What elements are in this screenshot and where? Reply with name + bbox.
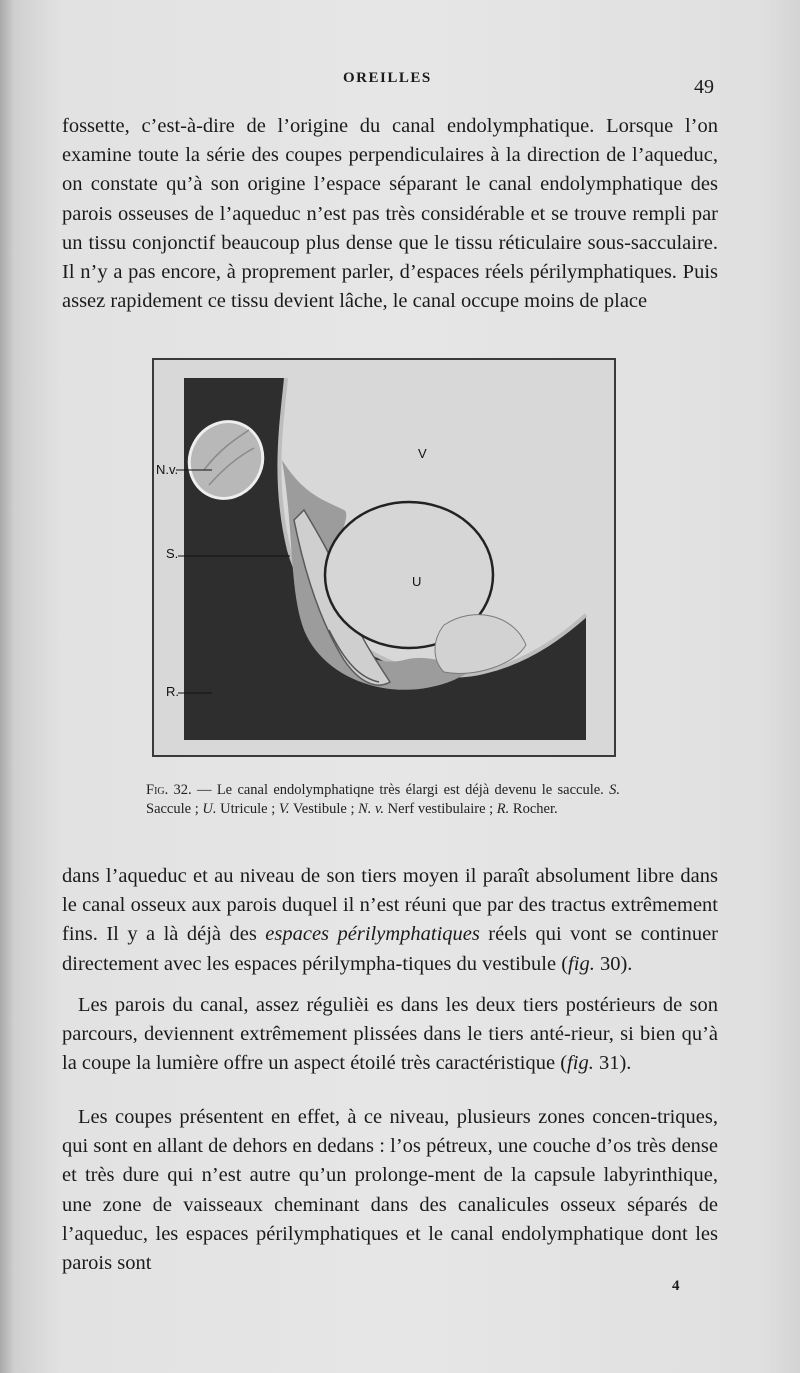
label-saccule: S. <box>166 546 179 561</box>
signature-mark: 4 <box>672 1278 680 1294</box>
label-utricle: U <box>412 574 422 589</box>
label-nerve-vestibular: N.v. <box>156 462 179 477</box>
figure-caption: Fig. 32. — Le canal endolymphatiqne très élargi est déjà devenu le saccule. S. Saccule ; U. Utricule ; V. Vestibule ; N. v. Nerf vestibulaire ; R. Rocher. <box>146 782 620 817</box>
paragraph-3: Les parois du canal, assez régulièi es dans les deux tiers postérieurs de son parcours, deviennent extrêmement plissées dans le tiers anté-rieur, si bien qu’à la coupe la lumière offre un aspect étoilé très caractéristique (fig. 31). <box>62 994 718 1075</box>
histology-illustration <box>154 360 614 755</box>
figure-32 <box>152 358 616 757</box>
label-vestibule: V <box>418 446 427 461</box>
paragraph-4: Les coupes présentent en effet, à ce niveau, plusieurs zones concen-triques, qui sont en allant de dehors en dedans : l’os pétreux, une couche d’os très dense et très dure qui n’est autre qu’un prolonge-ment de la capsule labyrinthique, une zone de vaisseaux cheminant dans des canalicules osseux séparés de l’aqueduc, les espaces périlymphatiques et le canal endolymphatique dont les parois sont <box>62 1106 718 1275</box>
caption-fig-number: Fig. 32. <box>146 782 192 798</box>
paragraph-2: dans l’aqueduc et au niveau de son tiers moyen il paraît absolument libre dans le canal osseux aux parois duquel il n’est réuni que par des tractus extrêmement fins. Il y a là déjà des espaces périlymphatiques réels qui vont se continuer directement avec les espaces périlympha-tiques du vestibule (fig. 30). <box>62 865 719 975</box>
paragraph-1: fossette, c’est-à-dire de l’origine du canal endolymphatique. Lorsque l’on examine toute la série des coupes perpendiculaires à la direction de l’aqueduc, on constate qu’à son origine l’espace séparant le canal endolymphatique des parois osseuses de l’aqueduc n’est pas très considérable et se trouve rempli par un tissu conjonctif beaucoup plus dense que le tissu réticulaire sous-sacculaire. Il n’y a pas encore, à proprement parler, d’espaces réels périlymphatiques. Puis assez rapidement ce tissu devient lâche, le canal occupe moins de place <box>62 115 718 313</box>
running-head: OREILLES <box>343 70 432 86</box>
label-rocher: R. <box>166 684 179 699</box>
page-number: 49 <box>694 76 714 98</box>
emphasis-espaces-perilymphatiques: espaces périlymphatiques <box>265 923 480 946</box>
